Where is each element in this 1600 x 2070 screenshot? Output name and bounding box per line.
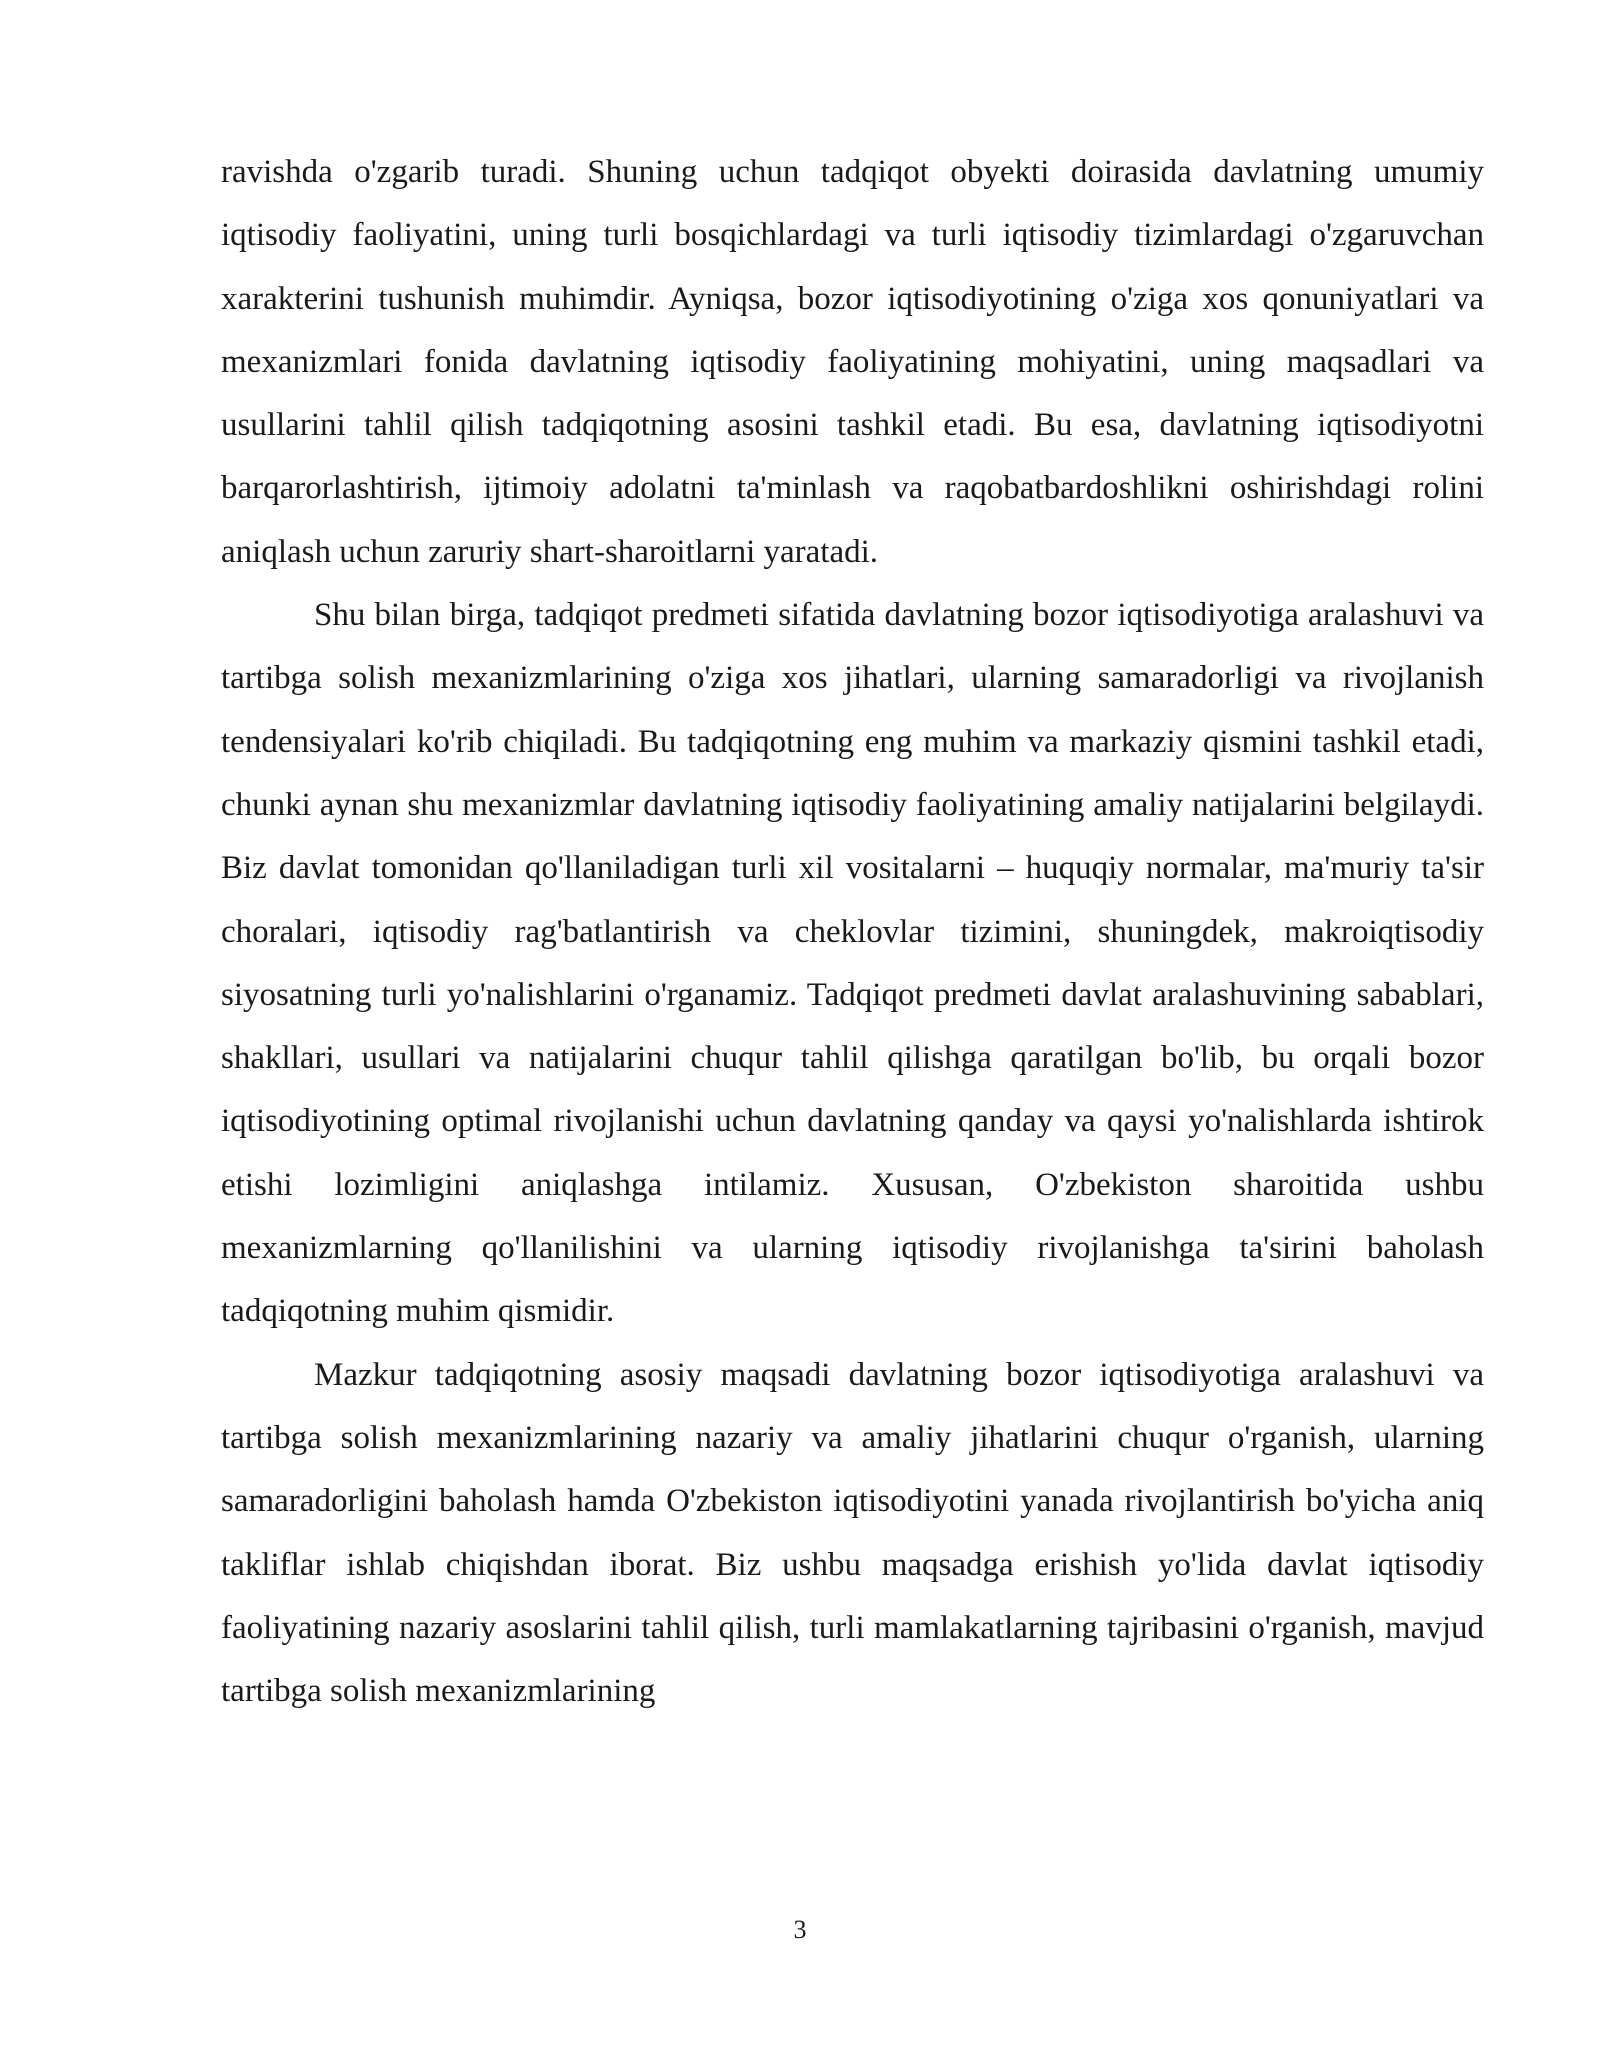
body-text — [221, 141, 1484, 1723]
paragraph-2: Shu bilan birga, tadqiqot predmeti sifatida davlatning bozor iqtisodiyotiga aralashuvi va tartibga solish mexanizmlarining o'ziga xos jihatlari, ularning samaradorligi va rivojlanish tendensiyalari ko'rib chiqiladi. Bu tadqiqotning eng muhim va markaziy qismini tashkil etadi, chunki aynan shu mexanizmlar davlatning iqtisodiy faoliyatining amaliy natijalarini belgilaydi. Biz davlat tomonidan qo'llaniladigan turli xil vositalarni – huquqiy normalar, ma'muriy ta'sir choralari, iqtisodiy rag'batlantirish va cheklovlar tizimini, shuningdek, makroiqtisodiy siyosatning turli yo'nalishlarini o'rganamiz. Tadqiqot predmeti davlat aralashuvining sabablari, shakllari, usullari va natijalarini chuqur tahlil qilishga qaratilgan bo'lib, bu orqali bozor iqtisodiyotining optimal rivojlanishi uchun davlatning qanday va qaysi yo'nalishlarda ishtirok etishi lozimligini aniqlashga intilamiz. Xususan, O'zbekiston sharoitida ushbu mexanizmlarning qo'llanilishini va ularning iqtisodiy rivojlanishga ta'sirini baholash tadqiqotning muhim qismidir. — [221, 597, 1484, 1330]
paragraph-1: ravishda o'zgarib turadi. Shuning uchun tadqiqot obyekti doirasida davlatning umumiy iqtisodiy faoliyatini, uning turli bosqichlardagi va turli iqtisodiy tizimlardagi o'zgaruvchan xarakterini tushunish muhimdir. Ayniqsa, bozor iqtisodiyotining o'ziga xos qonuniyatlari va mexanizmlari fonida davlatning iqtisodiy faoliyatining mohiyatini, uning maqsadlari va usullarini tahlil qilish tadqiqotning asosini tashkil etadi. Bu esa, davlatning iqtisodiyotni barqarorlashtirish, ijtimoiy adolatni ta'minlash va raqobatbardoshlikni oshirishdagi rolini aniqlash uchun zaruriy shart-sharoitlarni yaratadi. — [221, 154, 1484, 570]
paragraph-3: Mazkur tadqiqotning asosiy maqsadi davlatning bozor iqtisodiyotiga aralashuvi va tartibga solish mexanizmlarining nazariy va amaliy jihatlarini chuqur o'rganish, ularning samaradorligini baholash hamda O'zbekiston iqtisodiyotini yanada rivojlantirish bo'yicha aniq takliflar ishlab chiqishdan iborat. Biz ushbu maqsadga erishish yo'lida davlat iqtisodiy faoliyatining nazariy asoslarini tahlil qilish, turli mamlakatlarning tajribasini o'rganish, mavjud tartibga solish mexanizmlarining — [221, 1356, 1484, 1710]
page-number: 3 — [793, 1915, 807, 1944]
